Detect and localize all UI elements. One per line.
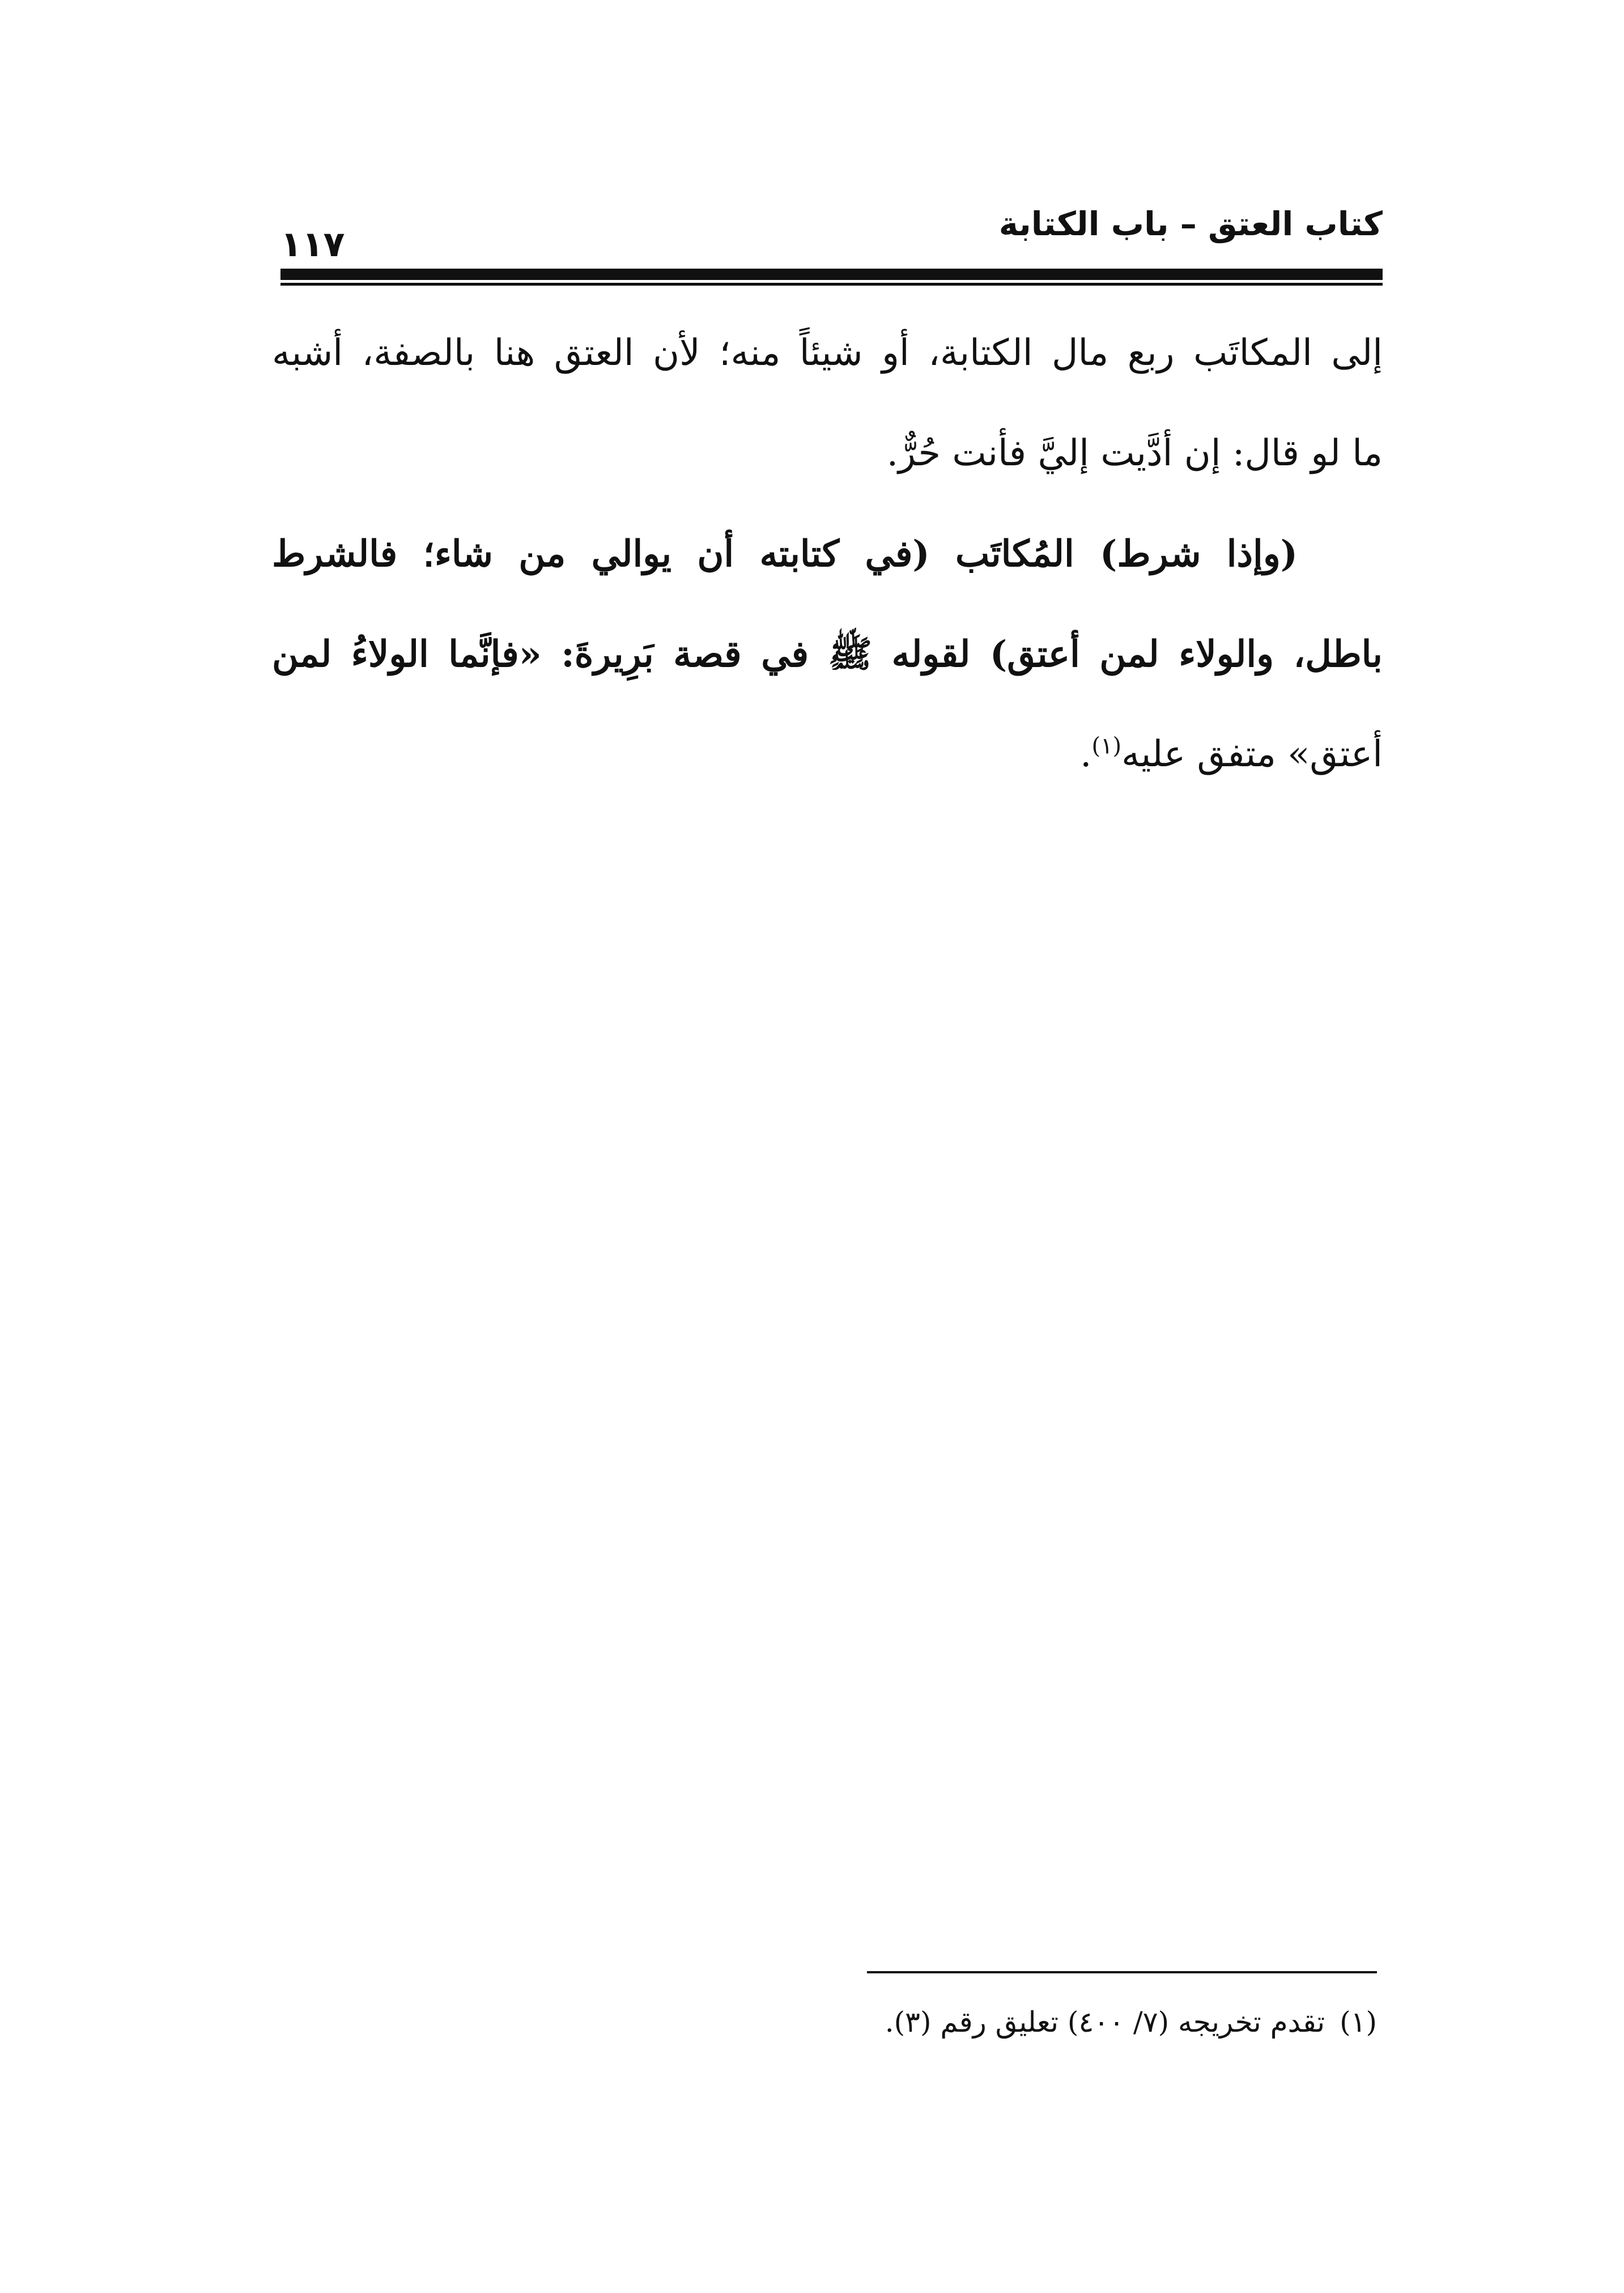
- footnote-number: (١): [1340, 2006, 1377, 2039]
- text-line: إلى المكاتَب ربع مال الكتابة، أو شيئاً منه؛ لأن العتق هنا بالصفة، أشبه: [272, 332, 1383, 374]
- header-rule-thick: [280, 269, 1383, 280]
- text-line: ما لو قال: إن أدَّيت إليَّ فأنت حُرٌّ.: [886, 432, 1383, 474]
- header-rule-thin: [280, 283, 1383, 286]
- main-text: [272, 303, 1383, 805]
- end-punctuation: .: [1080, 733, 1092, 775]
- page-number: ١١٧: [280, 223, 345, 265]
- text-line-final: [272, 704, 1383, 805]
- text-line: (وإذا شرط) المُكاتَب (في كتابته أن يوالي من شاء؛ فالشرط: [272, 533, 1298, 575]
- footnote-reference[interactable]: (١): [1091, 733, 1122, 759]
- running-header: [280, 193, 1383, 272]
- running-title: كتاب العتق – باب الكتابة: [998, 205, 1383, 243]
- text-line: أعتق» متفق عليه: [1121, 733, 1383, 775]
- text-line: باطل، والولاء لمن أعتق) لقوله ﷺ في قصة بَرِيرةَ: «فإنَّما الولاءُ لمن: [272, 633, 1383, 676]
- footnote: [453, 1999, 1377, 2045]
- footnote-separator: [867, 1971, 1377, 1973]
- footnote-text: تقدم تخريجه (٧/ ٤٠٠) تعليق رقم (٣).: [885, 2006, 1325, 2039]
